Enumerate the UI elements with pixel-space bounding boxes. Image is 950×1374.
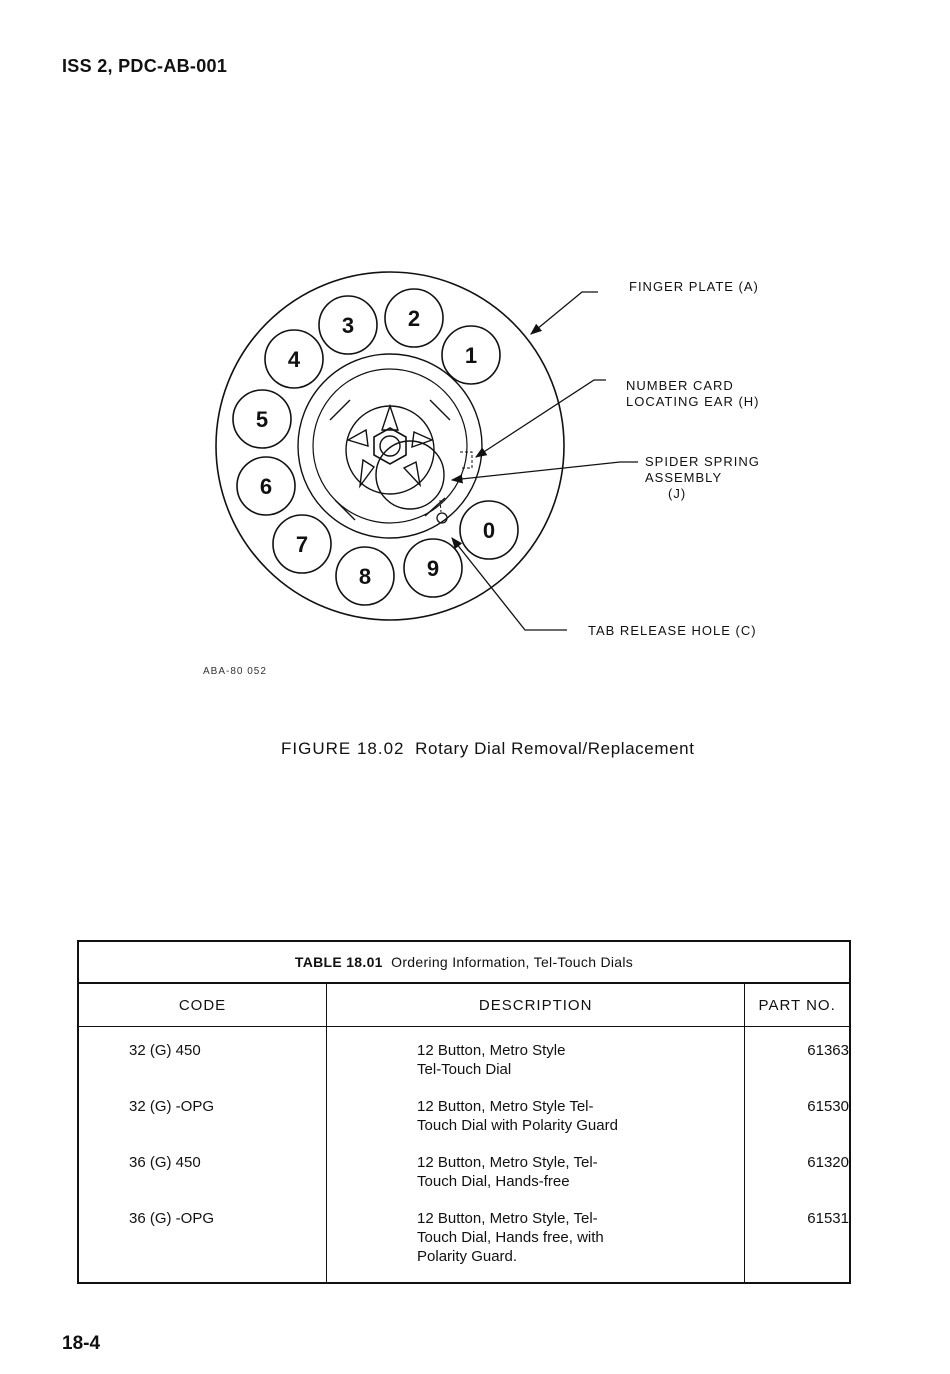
row-part-no: 61530 [745,1083,850,1139]
row-code: 36 (G) -OPG [78,1195,327,1283]
row-description: 12 Button, Metro Style Tel-Touch Dial [327,1027,745,1084]
leader-finger-plate [531,292,598,334]
row-description: 12 Button, Metro Style, Tel- Touch Dial, Hands-free [327,1139,745,1195]
callout-spider-spring: SPIDER SPRING ASSEMBLY (J) [645,454,760,501]
figure-caption-label: FIGURE 18.02 [281,739,405,758]
row-code: 32 (G) 450 [78,1027,327,1084]
column-header-code: CODE [78,983,327,1027]
dial-number: 1 [464,343,478,368]
row-description: 12 Button, Metro Style Tel- Touch Dial with Polarity Guard [327,1083,745,1139]
dial-number: 3 [341,313,355,338]
dial-number: 2 [407,306,421,331]
table-title [78,941,850,983]
figure-caption [281,739,695,759]
ordering-info-table [77,940,851,1284]
dial-number: 6 [259,474,273,499]
callout-tab-release: TAB RELEASE HOLE (C) [588,623,757,638]
document-id-header: ISS 2, PDC-AB-001 [62,56,228,76]
figure-id: ABA-80 052 [203,666,267,677]
table-title-label: TABLE 18.01 [294,954,383,970]
dial-number: 9 [426,556,440,581]
page-number: 18-4 [62,1333,101,1354]
row-code: 36 (G) 450 [78,1139,327,1195]
spider-spring-icon [330,400,450,520]
column-header-description: DESCRIPTION [327,983,745,1027]
column-header-part-no: PART NO. [745,983,850,1027]
table-row [78,1027,850,1084]
table-row [78,1083,850,1139]
table-title-text: Ordering Information, Tel-Touch Dials [391,954,634,970]
dial-number: 8 [358,564,372,589]
table-body [78,1027,850,1284]
figure-caption-text: Rotary Dial Removal/Replacement [415,739,695,758]
row-part-no: 61363 [745,1027,850,1084]
row-code: 32 (G) -OPG [78,1083,327,1139]
callout-number-card: NUMBER CARD LOCATING EAR (H) [626,378,760,409]
row-description: 12 Button, Metro Style, Tel- Touch Dial, Hands free, with Polarity Guard. [327,1195,745,1283]
dial-number: 7 [295,532,309,557]
center-ring-outer [298,354,482,538]
row-part-no: 61531 [745,1195,850,1283]
leader-number-card [476,380,606,457]
dial-number: 4 [287,347,301,372]
center-nut-hole [380,436,400,456]
dial-number: 5 [255,407,269,432]
row-part-no: 61320 [745,1139,850,1195]
callout-finger-plate: FINGER PLATE (A) [629,279,759,294]
table-row [78,1139,850,1195]
dial-number: 0 [482,518,496,543]
table-row [78,1195,850,1283]
center-nut-icon [374,428,406,464]
